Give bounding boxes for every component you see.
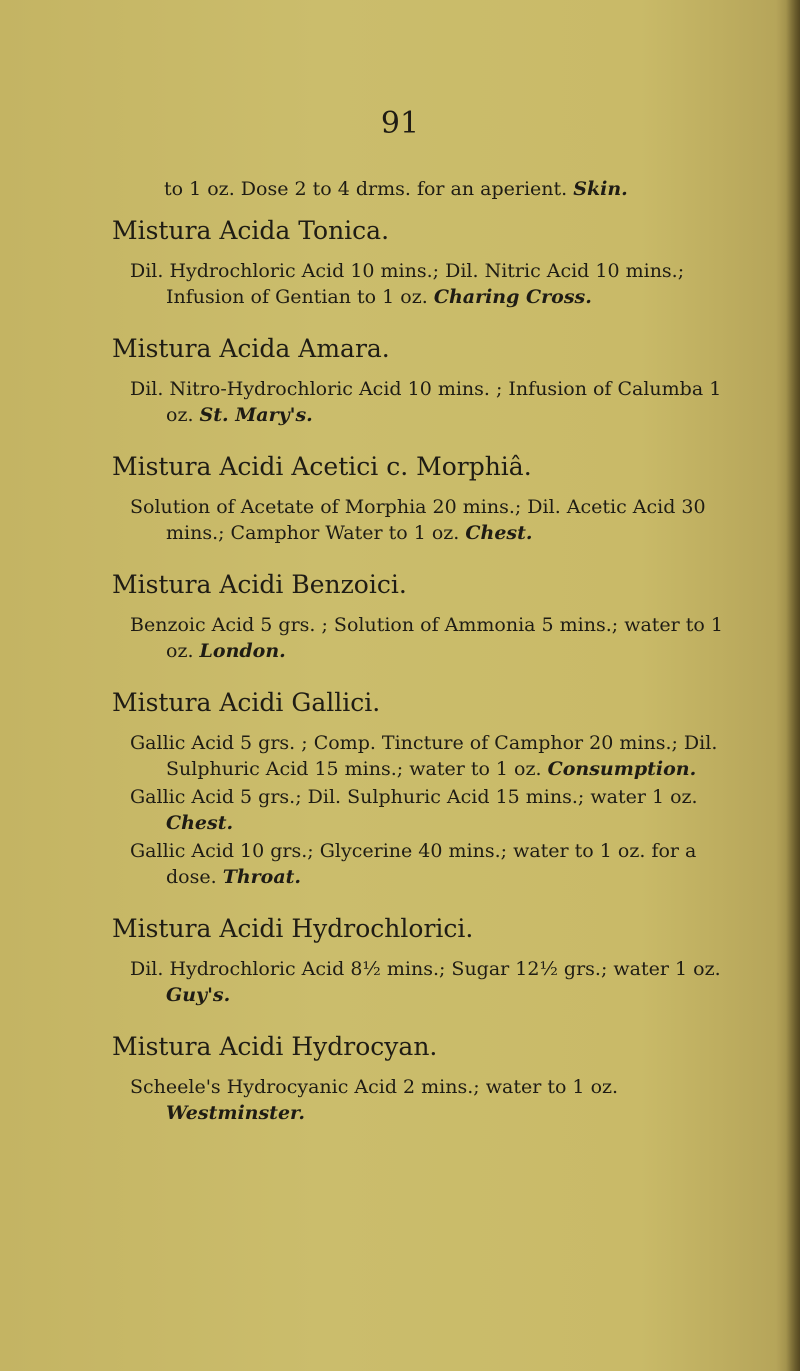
recipe-title: Mistura Acida Tonica. xyxy=(112,216,390,245)
recipe-title: Mistura Acidi Gallici. xyxy=(112,688,381,717)
recipe-source: Consumption. xyxy=(547,758,697,780)
recipe-entry xyxy=(112,914,730,1008)
recipe-list xyxy=(112,216,730,1126)
recipe-text: Dil. Nitro-Hydrochloric Acid 10 mins. ; Infusion of Calumba 1 oz. xyxy=(130,378,722,426)
recipe-entry xyxy=(112,688,730,890)
recipe-paragraph xyxy=(130,784,730,836)
recipe-text: Solution of Acetate of Morphia 20 mins.; Dil. Acetic Acid 30 mins.; Camphor Water to 1 oz. xyxy=(130,496,706,544)
recipe-paragraph xyxy=(130,494,730,546)
continuation-paragraph xyxy=(130,176,730,202)
recipe-entry xyxy=(112,334,730,428)
recipe-source: Chest. xyxy=(166,812,234,834)
recipe-paragraph xyxy=(130,258,730,310)
page-content xyxy=(112,176,730,1150)
recipe-text: Scheele's Hydrocyanic Acid 2 mins.; water to 1 oz. xyxy=(130,1076,619,1098)
recipe-source: Guy's. xyxy=(166,984,231,1006)
recipe-title: Mistura Acidi Hydrochlorici. xyxy=(112,914,474,943)
recipe-source: Westminster. xyxy=(166,1102,305,1124)
recipe-paragraph xyxy=(130,1074,730,1126)
recipe-source: Charing Cross. xyxy=(433,286,592,308)
recipe-text: Dil. Hydrochloric Acid 10 mins.; Dil. Nitric Acid 10 mins.; Infusion of Gentian to 1 oz. xyxy=(130,260,685,308)
recipe-text: Dil. Hydrochloric Acid 8½ mins.; Sugar 12½ grs.; water 1 oz. xyxy=(130,958,721,980)
recipe-paragraph xyxy=(130,376,730,428)
page-edge-shadow xyxy=(786,0,800,1371)
recipe-paragraph xyxy=(130,730,730,782)
recipe-text: Benzoic Acid 5 grs. ; Solution of Ammonia 5 mins.; water to 1 oz. xyxy=(130,614,723,662)
page-number: 91 xyxy=(380,106,420,141)
recipe-entry xyxy=(112,452,730,546)
recipe-text: Gallic Acid 5 grs.; Dil. Sulphuric Acid 15 mins.; water 1 oz. xyxy=(130,786,698,808)
recipe-entry xyxy=(112,570,730,664)
recipe-source: Throat. xyxy=(222,866,302,888)
recipe-text: Gallic Acid 10 grs.; Glycerine 40 mins.; water to 1 oz. for a dose. xyxy=(130,840,697,888)
recipe-title: Mistura Acida Amara. xyxy=(112,334,390,363)
recipe-title: Mistura Acidi Acetici c. Morphiâ. xyxy=(112,452,532,481)
recipe-entry xyxy=(112,216,730,310)
recipe-paragraph xyxy=(130,838,730,890)
recipe-paragraph xyxy=(130,956,730,1008)
recipe-text: Gallic Acid 5 grs. ; Comp. Tincture of Camphor 20 mins.; Dil. Sulphuric Acid 15 mins.; water to 1 oz. xyxy=(130,732,718,780)
continuation-source: Skin. xyxy=(573,178,628,200)
recipe-title: Mistura Acidi Benzoici. xyxy=(112,570,407,599)
recipe-source: Chest. xyxy=(465,522,533,544)
recipe-paragraph xyxy=(130,612,730,664)
recipe-source: St. Mary's. xyxy=(199,404,313,426)
recipe-title: Mistura Acidi Hydrocyan. xyxy=(112,1032,438,1061)
recipe-entry xyxy=(112,1032,730,1126)
recipe-source: London. xyxy=(199,640,286,662)
continuation-text: to 1 oz. Dose 2 to 4 drms. for an aperient. xyxy=(164,178,568,200)
